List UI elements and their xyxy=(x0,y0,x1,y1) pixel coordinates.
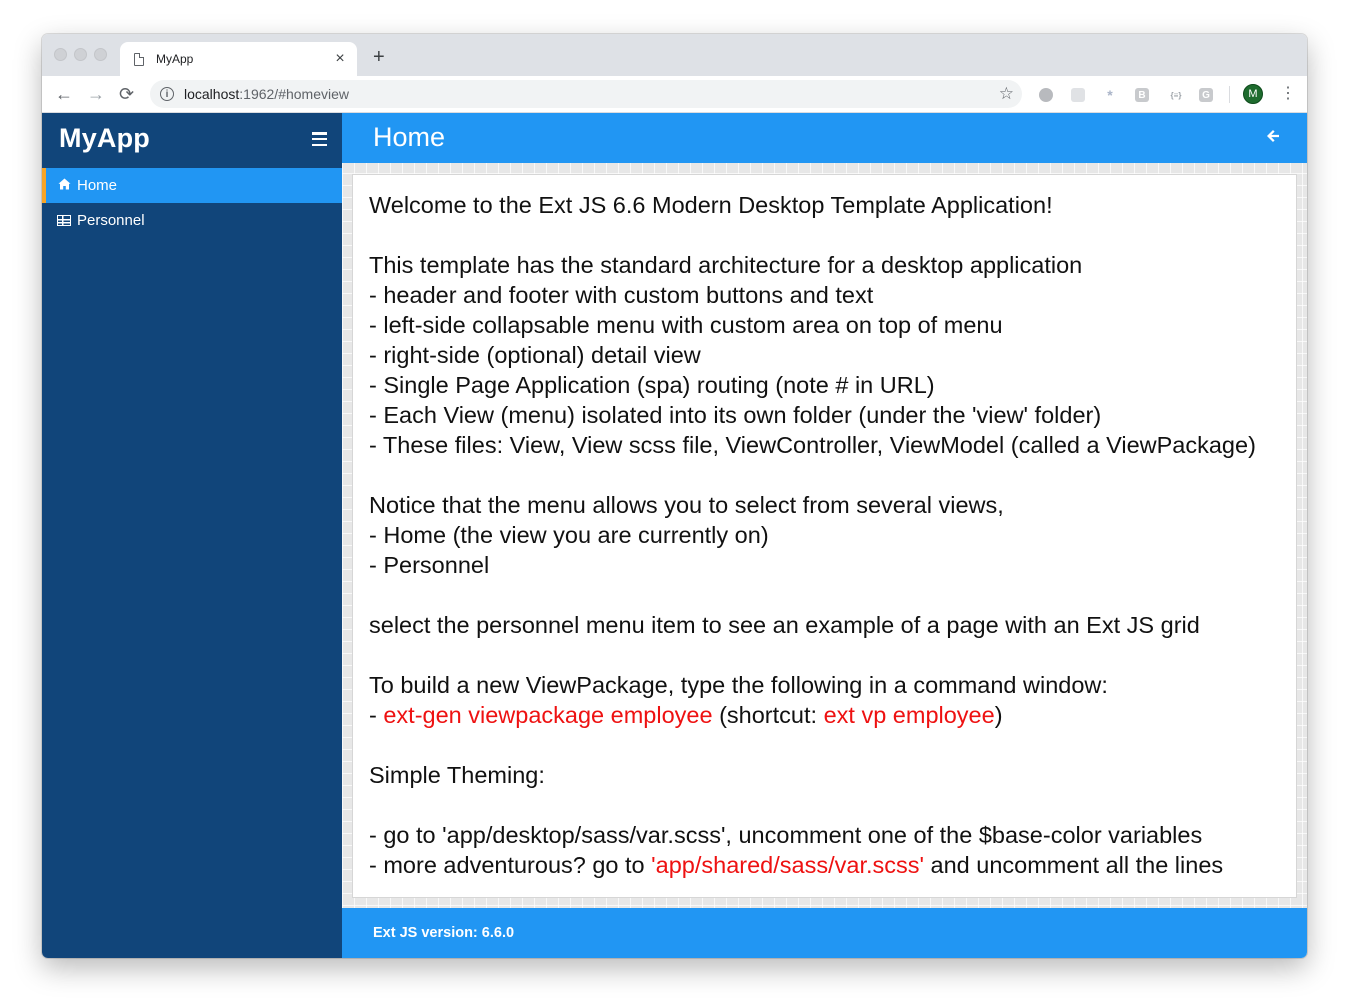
forward-button[interactable]: → xyxy=(87,84,105,104)
version-text: Ext JS version: 6.6.0 xyxy=(373,925,515,941)
main-area xyxy=(342,113,1307,958)
select-tip-text: select the personnel menu item to see an example of a page with an Ext JS grid xyxy=(369,612,1200,638)
sidebar-header xyxy=(42,113,342,167)
toolbar-divider xyxy=(1229,86,1230,103)
info-icon[interactable]: i xyxy=(160,87,174,101)
theming-title: Simple Theming: xyxy=(369,762,545,788)
browser-tab[interactable] xyxy=(120,42,357,76)
build-shortcut: ext vp employee xyxy=(823,702,995,728)
hamburger-menu-icon[interactable] xyxy=(312,132,327,146)
maximize-window-button[interactable] xyxy=(94,48,107,61)
app-title: MyApp xyxy=(59,123,150,153)
extension-json-icon[interactable]: {≡} xyxy=(1170,90,1182,100)
minimize-window-button[interactable] xyxy=(74,48,87,61)
sidebar-item-personnel[interactable] xyxy=(42,203,342,238)
view-item: - Personnel xyxy=(369,552,490,578)
home-icon xyxy=(57,178,71,193)
build-intro-text: To build a new ViewPackage, type the following in a command window: xyxy=(369,672,1108,698)
bookmark-star-icon[interactable]: ☆ xyxy=(998,84,1014,103)
tab-strip xyxy=(42,34,1307,76)
feature-item: - Each View (menu) isolated into its own folder (under the 'view' folder) xyxy=(369,402,1102,428)
browser-toolbar xyxy=(42,76,1307,113)
profile-avatar[interactable]: M xyxy=(1243,84,1263,104)
build-command: ext-gen viewpackage employee xyxy=(383,702,713,728)
sidebar-item-label: Personnel xyxy=(77,212,145,229)
main-header xyxy=(342,113,1307,163)
new-tab-button[interactable]: + xyxy=(373,46,385,68)
arrow-left-icon[interactable] xyxy=(1266,127,1280,147)
feature-item: - left-side collapsable menu with custom area on top of menu xyxy=(369,312,1003,338)
table-icon xyxy=(57,215,71,226)
notice-text: Notice that the menu allows you to select from several views, xyxy=(369,492,1004,518)
sidebar xyxy=(42,113,342,958)
app-viewport xyxy=(42,113,1307,958)
build-command-line: - ext-gen viewpackage employee (shortcut: ext vp employee) xyxy=(369,702,1003,728)
page-title: Home xyxy=(373,122,446,152)
extension-g-icon[interactable]: G xyxy=(1199,88,1213,102)
tab-title: MyApp xyxy=(156,52,194,66)
extension-record-icon[interactable] xyxy=(1039,88,1053,102)
theming-step-1: - go to 'app/desktop/sass/var.scss', uncomment one of the $base-color variables xyxy=(369,822,1203,848)
home-content-panel xyxy=(352,174,1297,898)
address-bar[interactable] xyxy=(150,80,1022,108)
feature-item: - header and footer with custom buttons and text xyxy=(369,282,874,308)
sidebar-item-label: Home xyxy=(77,177,118,194)
reload-button[interactable]: ⟳ xyxy=(119,84,135,104)
theming-step-2: - more adventurous? go to 'app/shared/sass/var.scss' and uncomment all the lines xyxy=(369,852,1224,878)
url-host: localhost xyxy=(184,86,240,102)
page-icon xyxy=(134,53,144,66)
feature-item: - These files: View, View scss file, ViewController, ViewModel (called a ViewPackage) xyxy=(369,432,1256,458)
tab-close-icon[interactable]: × xyxy=(335,50,345,67)
browser-menu-icon[interactable]: ⋮ xyxy=(1280,85,1296,102)
theming-path: 'app/shared/sass/var.scss' xyxy=(651,852,924,878)
feature-item: - Single Page Application (spa) routing (note # in URL) xyxy=(369,372,935,398)
extension-blank-icon[interactable] xyxy=(1071,88,1085,102)
welcome-text: Welcome to the Ext JS 6.6 Modern Desktop Template Application! xyxy=(369,192,1053,218)
sidebar-item-home[interactable] xyxy=(42,168,342,203)
browser-window xyxy=(42,34,1307,958)
extension-b-icon[interactable]: B xyxy=(1135,88,1149,102)
feature-item: - right-side (optional) detail view xyxy=(369,342,701,368)
intro-text: This template has the standard architecture for a desktop application xyxy=(369,252,1083,278)
url-path: :1962/#homeview xyxy=(239,86,350,102)
view-item: - Home (the view you are currently on) xyxy=(369,522,769,548)
close-window-button[interactable] xyxy=(54,48,67,61)
back-button[interactable]: ← xyxy=(55,84,73,104)
extension-snowflake-icon[interactable]: * xyxy=(1107,87,1113,103)
footer xyxy=(342,908,1307,958)
